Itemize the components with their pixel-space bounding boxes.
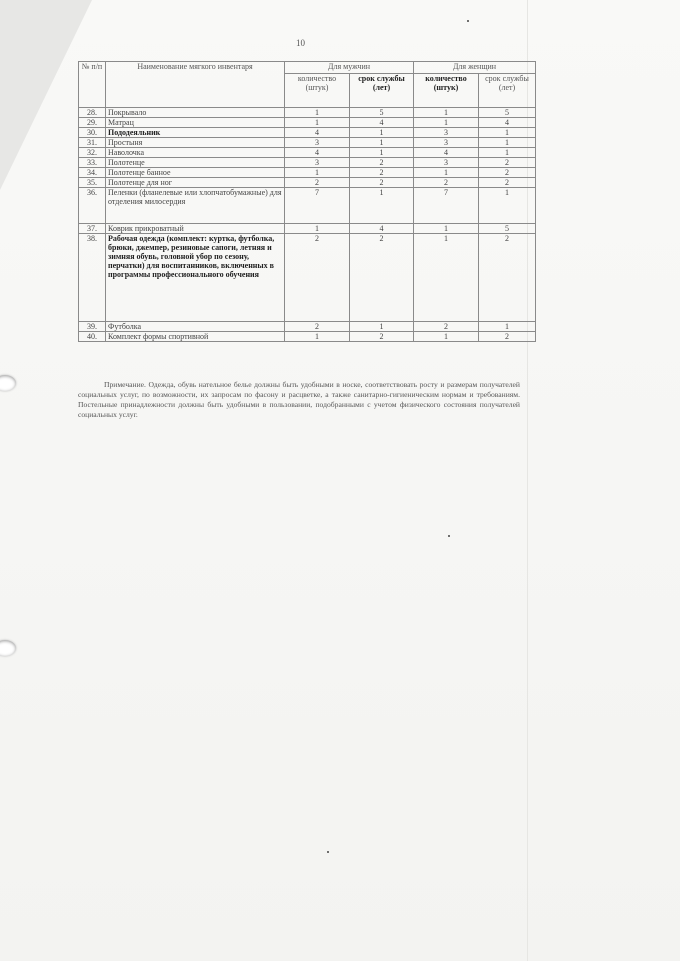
table-row — [79, 148, 536, 158]
col-header-men-term: срок службы (лет) — [350, 74, 414, 108]
women-quantity: 1 — [414, 118, 479, 128]
women-quantity: 4 — [414, 148, 479, 158]
row-name: Пеленки (фланелевые или хлопчатобумажные) для отделения милосердия — [106, 188, 285, 224]
women-quantity: 1 — [414, 234, 479, 322]
row-name: Простыня — [106, 138, 285, 148]
row-number: 31. — [79, 138, 106, 148]
col-header-women-quantity: количество (штук) — [414, 74, 479, 108]
men-quantity: 1 — [285, 108, 350, 118]
men-term: 4 — [350, 224, 414, 234]
col-header-name: Наименование мягкого инвентаря — [106, 62, 285, 108]
speck — [467, 20, 469, 22]
men-quantity: 2 — [285, 178, 350, 188]
row-name: Рабочая одежда (комплект: куртка, футболка, брюки, джемпер, резиновые сапоги, летняя и зимняя обувь, головной убор по сезону, перчатки) для воспитанников, включенных в программы профессионального обучения — [106, 234, 285, 322]
men-quantity: 3 — [285, 158, 350, 168]
row-name: Коврик прикроватный — [106, 224, 285, 234]
men-term: 1 — [350, 322, 414, 332]
men-quantity: 7 — [285, 188, 350, 224]
row-name: Матрац — [106, 118, 285, 128]
row-number: 34. — [79, 168, 106, 178]
col-header-women: Для женщин — [414, 62, 536, 74]
col-header-men: Для мужчин — [285, 62, 414, 74]
table-row — [79, 322, 536, 332]
row-number: 32. — [79, 148, 106, 158]
men-quantity: 4 — [285, 148, 350, 158]
row-number: 29. — [79, 118, 106, 128]
women-term: 4 — [479, 118, 536, 128]
row-number: 38. — [79, 234, 106, 322]
men-quantity: 2 — [285, 322, 350, 332]
men-quantity: 2 — [285, 234, 350, 322]
men-term: 2 — [350, 168, 414, 178]
speck — [448, 535, 450, 537]
page-number: 10 — [296, 38, 305, 48]
table-row — [79, 128, 536, 138]
row-name: Покрывало — [106, 108, 285, 118]
men-term: 1 — [350, 128, 414, 138]
row-number: 28. — [79, 108, 106, 118]
men-quantity: 1 — [285, 118, 350, 128]
women-quantity: 7 — [414, 188, 479, 224]
table-row — [79, 234, 536, 322]
men-term: 5 — [350, 108, 414, 118]
women-term: 2 — [479, 168, 536, 178]
table-row — [79, 138, 536, 148]
row-number: 30. — [79, 128, 106, 138]
women-quantity: 3 — [414, 138, 479, 148]
punch-hole-top — [0, 375, 16, 391]
row-name: Полотенце банное — [106, 168, 285, 178]
men-term: 2 — [350, 234, 414, 322]
row-number: 36. — [79, 188, 106, 224]
women-term: 2 — [479, 234, 536, 322]
table-row — [79, 188, 536, 224]
women-term: 1 — [479, 148, 536, 158]
women-term: 2 — [479, 178, 536, 188]
women-term: 5 — [479, 108, 536, 118]
row-name: Пододеяльник — [106, 128, 285, 138]
table-row — [79, 158, 536, 168]
col-header-women-term: срок службы (лет) — [479, 74, 536, 108]
row-number: 35. — [79, 178, 106, 188]
men-term: 1 — [350, 148, 414, 158]
row-number: 33. — [79, 158, 106, 168]
men-term: 2 — [350, 332, 414, 342]
row-name: Полотенце — [106, 158, 285, 168]
women-term: 1 — [479, 188, 536, 224]
table-row — [79, 108, 536, 118]
men-term: 4 — [350, 118, 414, 128]
women-quantity: 3 — [414, 158, 479, 168]
row-name: Полотенце для ног — [106, 178, 285, 188]
men-quantity: 3 — [285, 138, 350, 148]
table-row — [79, 178, 536, 188]
footnote: Примечание. Одежда, обувь нательное белье должны быть удобными в носке, соответствовать росту и размерам получателей социальных услуг, по возможности, их запросам по фасону и расцветке, а также санитарно-гигиеническим нормам и требованиям. Постельные принадлежности должны быть удобными в пользовании, подобранными с учетом физического состояния получателей социальных услуг. — [78, 380, 520, 419]
col-header-men-quantity: количество (штук) — [285, 74, 350, 108]
men-term: 1 — [350, 188, 414, 224]
women-quantity: 2 — [414, 322, 479, 332]
table-row — [79, 332, 536, 342]
table-row — [79, 118, 536, 128]
row-name: Наволочка — [106, 148, 285, 158]
punch-hole-bottom — [0, 640, 16, 656]
women-quantity: 1 — [414, 168, 479, 178]
inventory-table — [78, 61, 536, 342]
table-row — [79, 224, 536, 234]
table-row — [79, 168, 536, 178]
women-quantity: 2 — [414, 178, 479, 188]
women-term: 2 — [479, 332, 536, 342]
women-term: 1 — [479, 128, 536, 138]
men-term: 2 — [350, 178, 414, 188]
men-quantity: 1 — [285, 168, 350, 178]
women-quantity: 3 — [414, 128, 479, 138]
table-body — [79, 108, 536, 342]
men-term: 1 — [350, 138, 414, 148]
men-quantity: 1 — [285, 332, 350, 342]
women-term: 2 — [479, 158, 536, 168]
speck — [327, 851, 329, 853]
women-quantity: 1 — [414, 108, 479, 118]
row-number: 40. — [79, 332, 106, 342]
men-quantity: 4 — [285, 128, 350, 138]
row-name: Комплект формы спортивной — [106, 332, 285, 342]
women-term: 1 — [479, 138, 536, 148]
men-term: 2 — [350, 158, 414, 168]
col-header-number: № п/п — [79, 62, 106, 108]
women-term: 1 — [479, 322, 536, 332]
women-quantity: 1 — [414, 224, 479, 234]
row-number: 39. — [79, 322, 106, 332]
row-number: 37. — [79, 224, 106, 234]
women-quantity: 1 — [414, 332, 479, 342]
women-term: 5 — [479, 224, 536, 234]
men-quantity: 1 — [285, 224, 350, 234]
row-name: Футболка — [106, 322, 285, 332]
